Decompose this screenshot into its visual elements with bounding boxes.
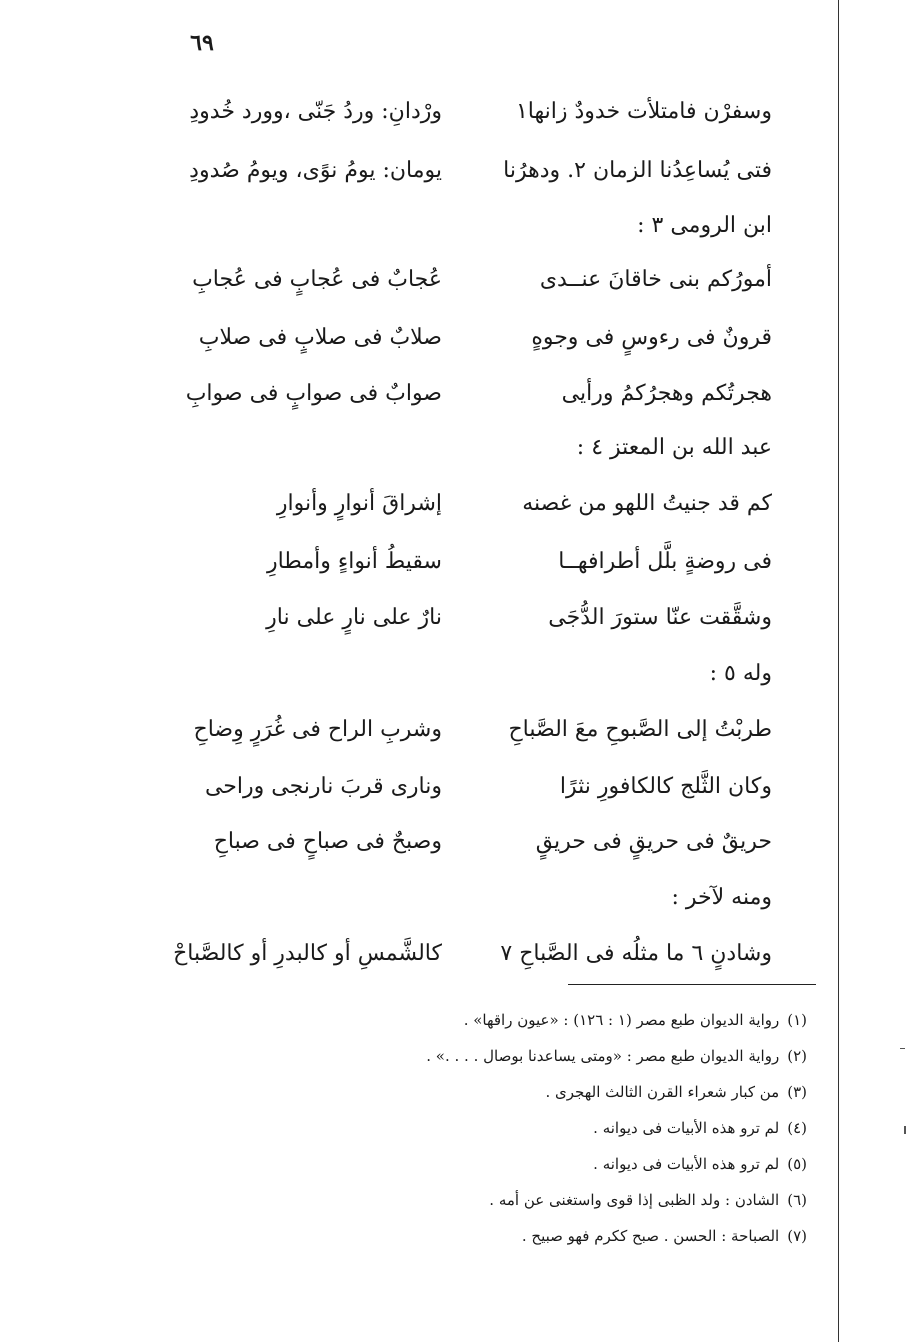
verse-second-hemistich: صلابٌ فى صلابٍ فى صلابِ bbox=[198, 325, 442, 350]
footnote-number: (٦) bbox=[787, 1191, 807, 1209]
verse-first-hemistich: كم قد جنيتُ اللهو من غصنه bbox=[522, 491, 772, 516]
footnote-text: من كبار شعراء القرن الثالث الهجرى . bbox=[545, 1083, 780, 1101]
footnote-text: رواية الديوان طبع مصر (١ : ١٢٦) : «عيون راقها» . bbox=[463, 1011, 780, 1029]
verse-second-hemistich: صوابٌ فى صوابٍ فى صوابِ bbox=[185, 381, 442, 406]
verse-first-hemistich: طربْتُ إلى الصَّبوحِ معَ الصَّباحِ bbox=[508, 717, 772, 742]
footnote-text: الصباحة : الحسن . صبح ككرم فهو صبيح . bbox=[521, 1227, 780, 1245]
footnote-number: (٣) bbox=[787, 1083, 807, 1101]
verse-second-hemistich: وصبحٌ فى صباحٍ فى صباحِ bbox=[213, 829, 442, 854]
verse-first-hemistich: وكان الثَّلج كالكافورِ نثرًا bbox=[559, 774, 772, 799]
footnote bbox=[593, 1116, 807, 1140]
footnote-number: (١) bbox=[787, 1011, 807, 1029]
footnote-text: لم ترو هذه الأبيات فى ديوانه . bbox=[593, 1155, 780, 1173]
verse-second-hemistich: ورْدانِ: وردُ جَنّى ،وورد خُدودِ bbox=[189, 99, 442, 124]
margin-mark bbox=[900, 1048, 905, 1049]
footnote bbox=[464, 1008, 807, 1032]
footnote bbox=[489, 1188, 807, 1212]
verse-first-hemistich: وشقَّقت عنّا ستورَ الدُّجَى bbox=[548, 605, 772, 630]
poet-heading: ابن الرومى ٣ : bbox=[637, 213, 772, 238]
verse-second-hemistich: عُجابٌ فى عُجابٍ فى عُجابِ bbox=[192, 267, 442, 292]
poet-heading: عبد الله بن المعتز ٤ : bbox=[576, 435, 772, 460]
verse-second-hemistich: إشراقَ أنوارٍ وأنوارِ bbox=[276, 491, 442, 516]
footnote-text: رواية الديوان طبع مصر : «ومتى يساعدنا بوصال . . . .» . bbox=[426, 1047, 780, 1065]
verse-second-hemistich: يومان: يومُ نوًى، ويومُ صُدودِ bbox=[189, 158, 442, 183]
verse-second-hemistich: ونارى قربَ نارنجى وراحى bbox=[204, 774, 442, 799]
verse-first-hemistich: هجرتُكم وهجرُكمُ ورأيى bbox=[561, 381, 772, 406]
footnote bbox=[522, 1224, 807, 1248]
footnote bbox=[593, 1152, 807, 1176]
footnote-number: (٧) bbox=[787, 1227, 807, 1245]
footnote-number: (٤) bbox=[787, 1119, 807, 1137]
verse-first-hemistich: وسفرْن فامتلأت خدودٌ زانها١ bbox=[515, 99, 772, 124]
verse-first-hemistich: قرونٌ فى رءوسٍ فى وجوهٍ bbox=[531, 325, 772, 350]
verse-first-hemistich: وشادنٍ ٦ ما مثلُه فى الصَّباحِ ٧ bbox=[500, 941, 772, 966]
footnote-text: لم ترو هذه الأبيات فى ديوانه . bbox=[593, 1119, 780, 1137]
footnote-number: (٢) bbox=[787, 1047, 807, 1065]
footnote-separator bbox=[568, 984, 816, 985]
margin-mark bbox=[904, 1126, 906, 1134]
footnote-number: (٥) bbox=[787, 1155, 807, 1173]
footnote bbox=[546, 1080, 808, 1104]
verse-first-hemistich: فتى يُساعِدُنا الزمان ٢. ودهرُنا bbox=[503, 158, 772, 183]
footnote-text: الشادن : ولد الظبى إذا قوى واستغنى عن أمه . bbox=[489, 1191, 780, 1209]
poet-heading: وله ٥ : bbox=[709, 661, 772, 686]
poet-heading: ومنه لآخر : bbox=[671, 885, 772, 910]
verse-first-hemistich: فى روضةٍ بلَّل أطرافهــا bbox=[558, 549, 772, 574]
verse-second-hemistich: سقيطُ أنواءٍ وأمطارِ bbox=[266, 549, 442, 574]
verse-second-hemistich: وشربِ الراح فى غُرَرٍ وِضاحِ bbox=[193, 717, 442, 742]
page-number: ٦٩ bbox=[190, 30, 214, 56]
page-edge-rule bbox=[838, 0, 839, 1342]
verse-first-hemistich: أمورُكم بنى خاقانَ عنــدى bbox=[539, 267, 772, 292]
verse-second-hemistich: نارٌ على نارٍ على نارِ bbox=[266, 605, 442, 630]
verse-first-hemistich: حريقٌ فى حريقٍ فى حريقٍ bbox=[535, 829, 772, 854]
verse-second-hemistich: كالشَّمسِ أو كالبدرِ أو كالصَّباحْ bbox=[173, 941, 442, 966]
footnote bbox=[426, 1044, 807, 1068]
